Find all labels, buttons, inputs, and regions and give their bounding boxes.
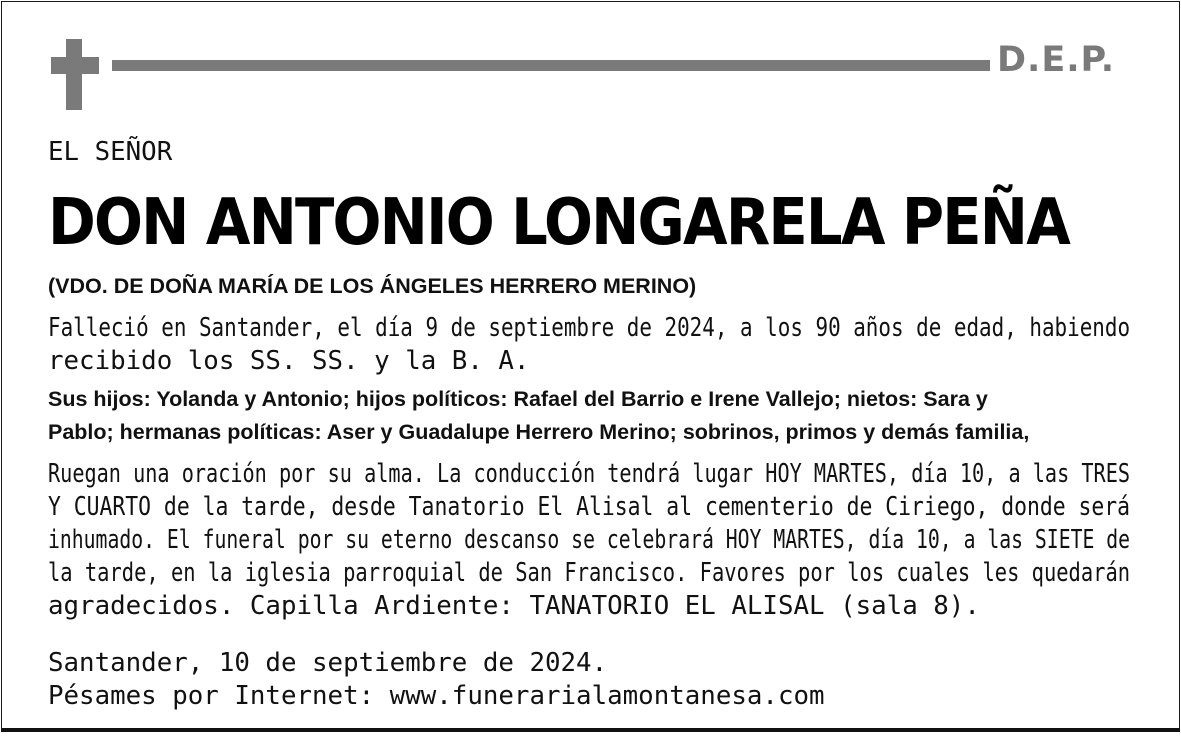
title-prefix: EL SEÑOR: [48, 137, 173, 167]
widower-of: (VDO. DE DOÑA MARÍA DE LOS ÁNGELES HERRERO MERINO): [48, 274, 697, 298]
death-line-2: recibido los SS. SS. y la B. A.: [48, 346, 530, 376]
request-line-4: la tarde, en la iglesia parroquial de San Francisco. Favores por los cuales les quedarán: [48, 558, 1131, 588]
family-line-1: Sus hijos: Yolanda y Antonio; hijos políticos: Rafael del Barrio e Irene Vallejo; nietos: Sara y: [48, 387, 988, 411]
dep-label: D.E.P.: [997, 40, 1116, 80]
deceased-name: DON ANTONIO LONGARELA PEÑA: [48, 186, 1069, 260]
cross-icon-arm: [51, 57, 99, 74]
family-line-2: Pablo; hermanas políticas: Aser y Guadalupe Herrero Merino; sobrinos, primos y demás familia,: [48, 420, 1030, 444]
request-line-2: Y CUARTO de la tarde, desde Tanatorio El Alisal al cementerio de Ciriego, donde será: [48, 492, 1131, 522]
header-rule: [112, 60, 990, 71]
date-line: Santander, 10 de septiembre de 2024.: [48, 648, 608, 678]
obituary-notice: [1, 1, 1180, 732]
request-line-5: agradecidos. Capilla Ardiente: TANATORIO EL ALISAL (sala 8).: [48, 591, 980, 621]
death-line-1: Falleció en Santander, el día 9 de septiembre de 2024, a los 90 años de edad, habiendo: [48, 313, 1131, 343]
condolences-line: Pésames por Internet: www.funerarialamontanesa.com: [48, 681, 825, 711]
request-line-1: Ruegan una oración por su alma. La conducción tendrá lugar HOY MARTES, día 10, a las TRES: [48, 459, 1131, 489]
request-line-3: inhumado. El funeral por su eterno descanso se celebrará HOY MARTES, día 10, a las SIETE de: [48, 525, 1131, 555]
cross-icon: [66, 39, 82, 110]
